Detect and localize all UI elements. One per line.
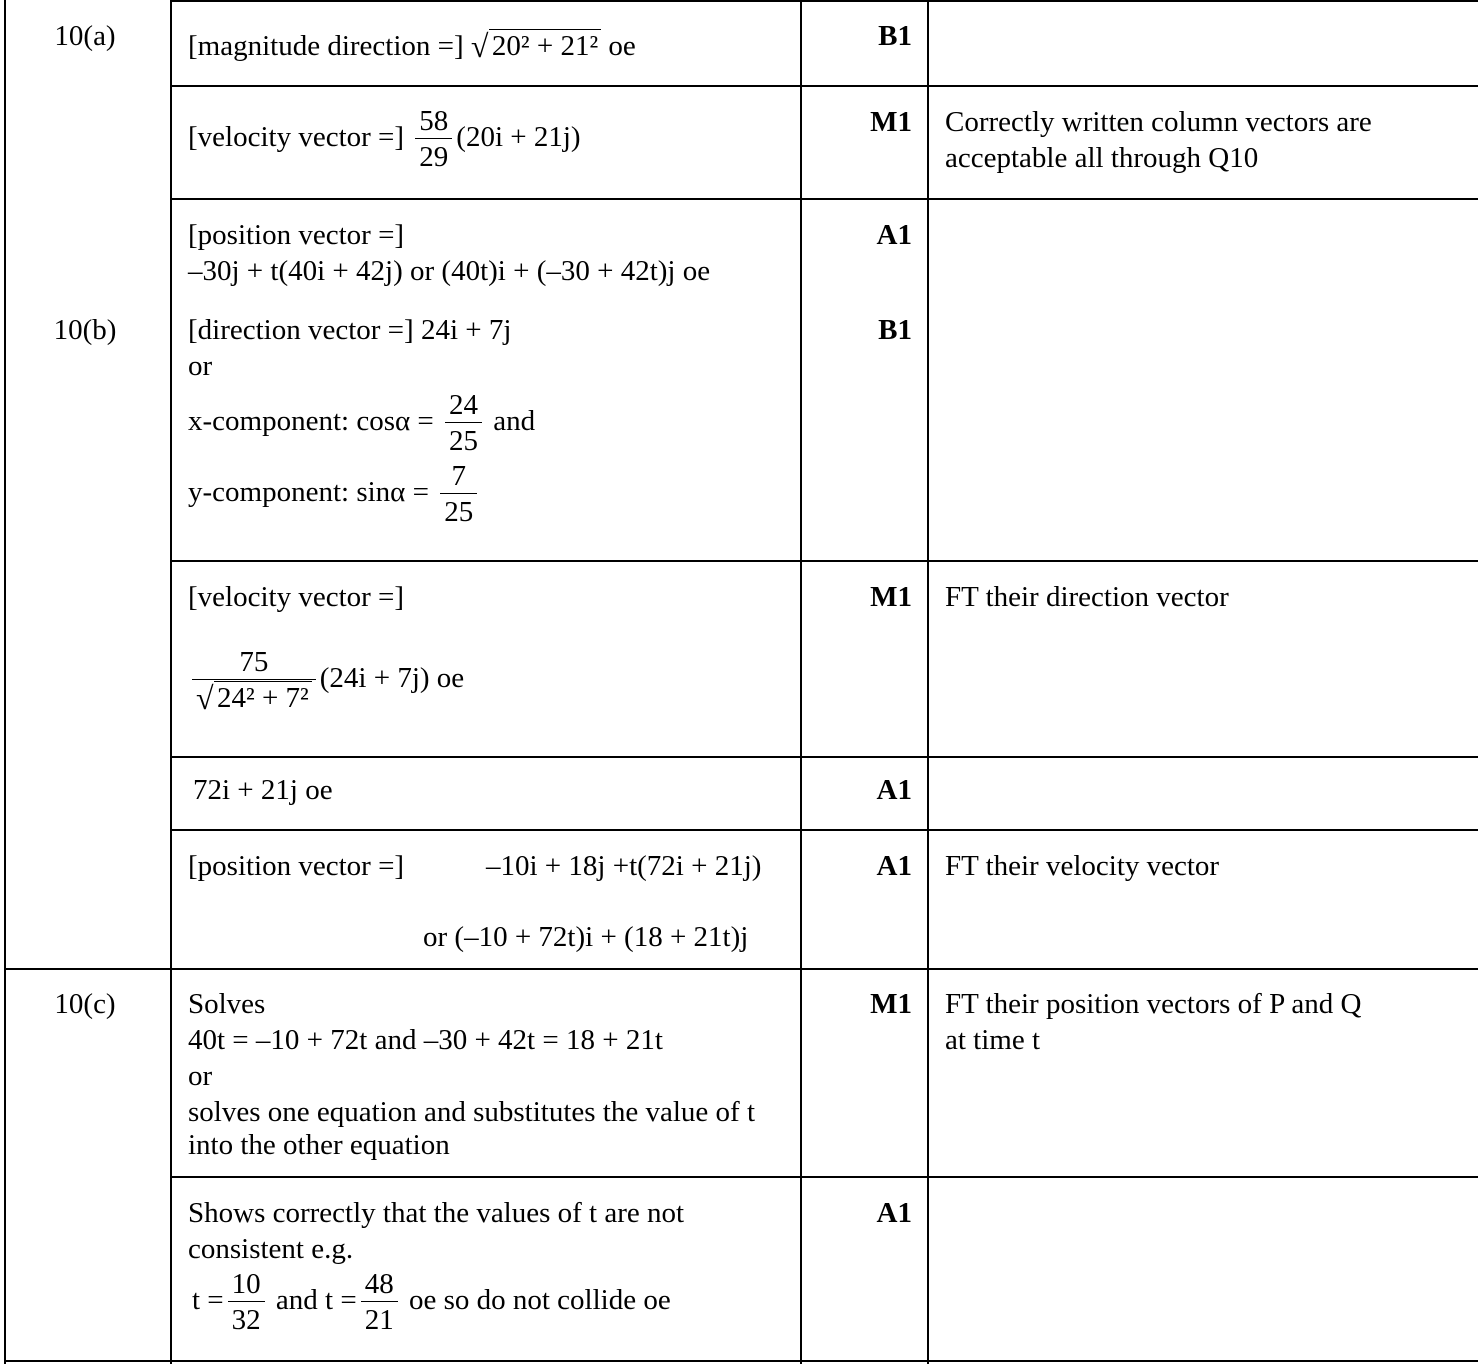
column-divider-1 — [170, 0, 172, 1364]
guidance — [945, 986, 1361, 1058]
velocity-expression-line — [188, 645, 464, 716]
mark: M1 — [870, 988, 912, 1020]
denominator: 25 — [449, 425, 479, 457]
mark: A1 — [876, 850, 912, 882]
row-divider — [170, 1176, 1478, 1178]
table-border-left — [4, 0, 6, 1364]
question-divider — [4, 968, 1478, 970]
mark: A1 — [876, 219, 912, 251]
fraction — [192, 645, 316, 716]
denominator: 21 — [364, 1304, 394, 1336]
answer-magnitude — [188, 28, 636, 64]
answer-consistency — [188, 1195, 684, 1338]
answer-line: 40t = –10 + 72t and –30 + 42t = 18 + 21t — [188, 1024, 663, 1056]
row-divider — [170, 756, 1478, 758]
column-divider-2 — [800, 0, 802, 1364]
denominator — [192, 680, 316, 716]
answer-line: [position vector =] — [188, 219, 405, 251]
guidance-line: Correctly written column vectors are — [945, 106, 1372, 138]
row-divider — [170, 560, 1478, 562]
answer-result: 72i + 21j oe — [193, 774, 333, 806]
numerator: 75 — [192, 645, 316, 680]
answer-text: [magnitude direction =] — [188, 30, 464, 62]
x-component-line — [188, 388, 535, 459]
mark: M1 — [870, 106, 912, 138]
answer-line: consistent e.g. — [188, 1233, 354, 1265]
fraction — [361, 1267, 398, 1338]
position-vector-alternative: or (–10 + 72t)i + (18 + 21t)j — [423, 921, 749, 953]
mark: M1 — [870, 581, 912, 613]
answer-solve — [188, 986, 755, 1163]
numerator: 58 — [415, 104, 452, 139]
t-values-line — [192, 1267, 684, 1338]
answer-velocity — [188, 104, 581, 175]
mark: B1 — [878, 20, 912, 52]
answer-text: and — [275, 1284, 318, 1317]
guidance-line: FT their position vectors of P and Q — [945, 988, 1362, 1020]
row-divider — [170, 0, 1478, 2]
answer-text: y-component: sinα = — [188, 476, 429, 509]
answer-line: or — [188, 1060, 213, 1092]
vector-expression: (24i + 7j) — [319, 662, 430, 695]
mark: A1 — [876, 774, 912, 806]
denominator: 25 — [444, 496, 474, 528]
answer-line: [velocity vector =] — [188, 581, 405, 613]
answer-direction — [188, 312, 535, 530]
fraction — [228, 1267, 265, 1338]
row-divider — [170, 198, 1478, 200]
question-number: 10(b) — [53, 314, 117, 346]
question-number: 10(c) — [54, 988, 116, 1020]
numerator: 24 — [445, 388, 482, 423]
row-divider — [170, 85, 1478, 87]
numerator: 10 — [228, 1267, 265, 1302]
question-number: 10(a) — [54, 20, 116, 52]
guidance-line: at time t — [945, 1024, 1041, 1056]
sqrt-expression — [196, 680, 312, 716]
radicand: 24² + 7² — [214, 681, 312, 714]
fraction — [445, 388, 482, 459]
guidance: FT their velocity vector — [945, 850, 1220, 882]
answer-velocity — [188, 579, 464, 716]
answer-line: [direction vector =] 24i + 7j — [188, 314, 512, 346]
answer-text: t = — [325, 1284, 357, 1317]
table-border-bottom — [4, 1360, 1478, 1362]
answer-position — [188, 217, 710, 289]
answer-text: [velocity vector =] — [188, 121, 405, 154]
numerator: 48 — [361, 1267, 398, 1302]
sqrt-expression — [471, 28, 601, 64]
denominator: 32 — [231, 1304, 261, 1336]
answer-line: into the other equation — [188, 1129, 450, 1161]
numerator: 7 — [440, 459, 477, 494]
answer-line: Shows correctly that the values of t are not — [188, 1197, 685, 1229]
answer-line: Solves — [188, 988, 266, 1020]
vector-expression: (20i + 21j) — [456, 121, 581, 154]
row-divider — [170, 829, 1478, 831]
guidance — [945, 104, 1372, 176]
denominator: 29 — [419, 141, 449, 173]
position-vector-expression: –10i + 18j +t(72i + 21j) — [486, 850, 762, 882]
y-component-line — [188, 459, 535, 530]
answer-text: t = — [192, 1284, 224, 1317]
answer-line: –30j + t(40i + 42j) or (40t)i + (–30 + 42t)j oe — [188, 255, 711, 287]
guidance: FT their direction vector — [945, 581, 1229, 613]
answer-text: oe so do not collide oe — [408, 1284, 671, 1317]
guidance-line: acceptable all through Q10 — [945, 142, 1259, 174]
answer-text: x-component: cosα = — [188, 405, 434, 438]
column-divider-3 — [927, 0, 929, 1364]
answer-line: or — [188, 350, 213, 382]
position-vector-label: [position vector =] — [188, 850, 405, 882]
oe-label: oe — [608, 30, 636, 62]
fraction — [415, 104, 452, 175]
mark: A1 — [876, 1197, 912, 1229]
mark: B1 — [878, 314, 912, 346]
radicand: 20² + 21² — [489, 29, 601, 62]
oe-label: oe — [436, 662, 465, 695]
answer-text: and — [493, 405, 536, 438]
answer-line: solves one equation and substitutes the value of t — [188, 1096, 756, 1128]
fraction — [440, 459, 477, 530]
